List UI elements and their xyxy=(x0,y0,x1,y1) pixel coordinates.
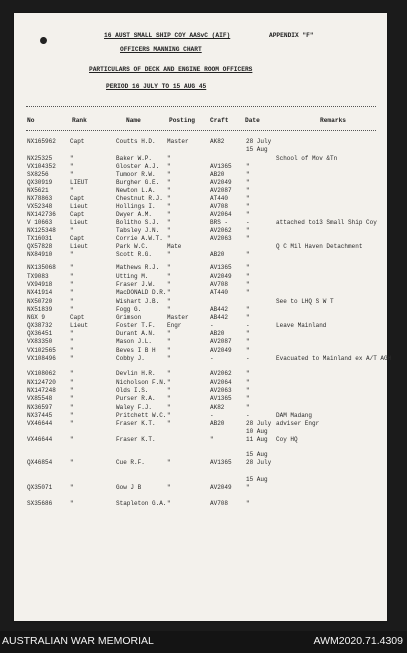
cell-no: NX50720 xyxy=(27,298,53,305)
cell-name: Stapleton G.A. xyxy=(116,500,167,507)
cell-date: 15 Aug xyxy=(246,451,268,458)
cell-date: 15 Aug xyxy=(246,146,268,153)
table-row xyxy=(14,484,387,492)
cell-craft: AB20 xyxy=(210,171,225,178)
cell-date: " xyxy=(246,500,250,507)
cell-rank: Lieut xyxy=(70,203,89,210)
cell-no: TX16031 xyxy=(27,235,53,242)
cell-name: Purser R.A. xyxy=(116,395,156,402)
cell-craft: AV2063 xyxy=(210,235,232,242)
table-row xyxy=(14,243,387,251)
cell-rank: " xyxy=(70,171,74,178)
table-row xyxy=(14,171,387,179)
cell-rank: " xyxy=(70,459,74,466)
cell-rank: Capt xyxy=(70,211,85,218)
cell-date: " xyxy=(246,171,250,178)
cell-posting: " xyxy=(167,251,171,258)
cell-craft: AV708 xyxy=(210,500,229,507)
table-row xyxy=(14,420,387,428)
cell-craft: " xyxy=(210,436,214,443)
cell-name: MacDONALD D.R. xyxy=(116,289,167,296)
cell-posting: " xyxy=(167,187,171,194)
document-subtitle: PARTICULARS OF DECK AND ENGINE ROOM OFFICERS xyxy=(89,66,253,73)
cell-name: Baker W.P. xyxy=(116,155,153,162)
cell-rank: " xyxy=(70,251,74,258)
cell-craft: AV2049 xyxy=(210,347,232,354)
cell-posting: " xyxy=(167,281,171,288)
document-title: 16 AUST SMALL SHIP COY AASvC (AIF) xyxy=(104,32,231,39)
cell-rank: " xyxy=(70,379,74,386)
table-row xyxy=(14,211,387,219)
cell-no: SX35686 xyxy=(27,500,53,507)
table-row xyxy=(14,404,387,412)
cell-craft: AK82 xyxy=(210,138,225,145)
cell-no: NX25325 xyxy=(27,155,53,162)
cell-name: Mathews R.J. xyxy=(116,264,160,271)
cell-date: " xyxy=(246,211,250,218)
cell-rank: " xyxy=(70,306,74,313)
header-rule-bottom xyxy=(26,130,376,131)
cell-rank: LIEUT xyxy=(70,179,89,186)
cell-no: NX41914 xyxy=(27,289,53,296)
footer-source: AUSTRALIAN WAR MEMORIAL xyxy=(2,635,154,647)
cell-craft: AV2049 xyxy=(210,273,232,280)
cell-craft: AK82 xyxy=(210,404,225,411)
cell-date: 28 July xyxy=(246,138,272,145)
cell-no: QX46854 xyxy=(27,459,53,466)
cell-name: Nicholson F.N. xyxy=(116,379,167,386)
cell-remarks: attached to13 Small Ship Coy xyxy=(276,219,377,226)
cell-rank: " xyxy=(70,273,74,280)
cell-name: Scott R.G. xyxy=(116,251,153,258)
table-row xyxy=(14,500,387,508)
cell-rank: " xyxy=(70,163,74,170)
cell-no: NX135068 xyxy=(27,264,56,271)
cell-posting: " xyxy=(167,171,171,178)
cell-no: VX85548 xyxy=(27,395,53,402)
cell-posting: " xyxy=(167,379,171,386)
cell-posting: " xyxy=(167,459,171,466)
cell-posting: " xyxy=(167,330,171,337)
cell-no: NX5621 xyxy=(27,187,49,194)
cell-date: " xyxy=(246,195,250,202)
cell-craft: AV708 xyxy=(210,281,229,288)
cell-rank: " xyxy=(70,338,74,345)
cell-name: Olds I.S. xyxy=(116,387,149,394)
cell-date: " xyxy=(246,314,250,321)
cell-rank: Capt xyxy=(70,314,85,321)
cell-craft: AV2087 xyxy=(210,187,232,194)
cell-posting: Engr xyxy=(167,322,182,329)
cell-no: QX57828 xyxy=(27,243,53,250)
cell-name: Fraser J.W. xyxy=(116,281,156,288)
cell-name: Gow J B xyxy=(116,484,142,491)
cell-date: 15 Aug xyxy=(246,476,268,483)
cell-craft: AV2049 xyxy=(210,179,232,186)
cell-date: " xyxy=(246,379,250,386)
cell-name: Fraser K.T. xyxy=(116,420,156,427)
cell-name: Fogg G. xyxy=(116,306,142,313)
cell-name: Wishart J.B. xyxy=(116,298,160,305)
cell-rank: Capt xyxy=(70,235,85,242)
period-label: PERIOD 16 JULY TO 15 AUG 45 xyxy=(106,83,207,90)
cell-remarks: See to LHQ S W T xyxy=(276,298,334,305)
cell-posting: " xyxy=(167,355,171,362)
cell-no: NX165962 xyxy=(27,138,56,145)
cell-posting: " xyxy=(167,273,171,280)
cell-craft: - xyxy=(210,412,214,419)
cell-remarks: Coy HQ xyxy=(276,436,298,443)
cell-date: - xyxy=(246,322,250,329)
header-rule-top xyxy=(26,106,376,107)
cell-rank: " xyxy=(70,420,74,427)
cell-posting: " xyxy=(167,219,171,226)
document-page xyxy=(14,13,392,621)
cell-rank: " xyxy=(70,500,74,507)
col-rank: Rank xyxy=(72,117,87,124)
cell-rank: " xyxy=(70,412,74,419)
cell-no: NX142736 xyxy=(27,211,56,218)
cell-date: " xyxy=(246,251,250,258)
cell-rank: " xyxy=(70,289,74,296)
cell-no: NX125348 xyxy=(27,227,56,234)
cell-rank: " xyxy=(70,187,74,194)
footer-bar xyxy=(0,631,407,653)
table-row xyxy=(14,235,387,243)
table-row xyxy=(14,428,387,436)
table-row xyxy=(14,395,387,403)
cell-no: V 10663 xyxy=(27,219,53,226)
cell-name: Chestnut R.J. xyxy=(116,195,163,202)
cell-rank: Capt xyxy=(70,138,85,145)
cell-craft: AV2064 xyxy=(210,211,232,218)
cell-date: " xyxy=(246,281,250,288)
cell-posting: " xyxy=(167,211,171,218)
cell-date: 28 July xyxy=(246,420,272,427)
cell-no: NX37445 xyxy=(27,412,53,419)
cell-no: QX36451 xyxy=(27,330,53,337)
cell-remarks: School of Mov &Tn xyxy=(276,155,338,162)
cell-remarks: adviser Engr xyxy=(276,420,320,427)
cell-name: Burgher G.E. xyxy=(116,179,160,186)
cell-posting: Master xyxy=(167,138,189,145)
cell-name: Corrie A.W.T. xyxy=(116,235,163,242)
cell-date: " xyxy=(246,395,250,402)
cell-craft: AV1365 xyxy=(210,163,232,170)
cell-rank: " xyxy=(70,155,74,162)
cell-posting: " xyxy=(167,195,171,202)
cell-no: SX8256 xyxy=(27,171,49,178)
table-row xyxy=(14,187,387,195)
cell-date: " xyxy=(246,227,250,234)
cell-craft: - xyxy=(210,322,214,329)
cell-posting: " xyxy=(167,235,171,242)
cell-posting: " xyxy=(167,338,171,345)
cell-craft: AV1365 xyxy=(210,264,232,271)
cell-name: Cobby J. xyxy=(116,355,145,362)
cell-no: NGX 9 xyxy=(27,314,46,321)
cell-posting: " xyxy=(167,179,171,186)
cell-posting: " xyxy=(167,289,171,296)
cell-posting: " xyxy=(167,395,171,402)
cell-date: " xyxy=(246,306,250,313)
col-posting: Posting xyxy=(169,117,195,124)
table-row xyxy=(14,347,387,355)
table-row xyxy=(14,476,387,484)
cell-rank: " xyxy=(70,227,74,234)
cell-date: 28 July xyxy=(246,459,272,466)
table-row xyxy=(14,195,387,203)
cell-rank: Lieut xyxy=(70,219,89,226)
cell-no: QX30919 xyxy=(27,179,53,186)
cell-craft: - xyxy=(210,355,214,362)
cell-rank: Lieut xyxy=(70,243,89,250)
cell-no: VX94918 xyxy=(27,281,53,288)
cell-craft: AV2062 xyxy=(210,370,232,377)
table-row xyxy=(14,146,387,154)
cell-rank: " xyxy=(70,264,74,271)
table-row xyxy=(14,322,387,330)
cell-remarks: DAM Madang xyxy=(276,412,313,419)
cell-rank: " xyxy=(70,347,74,354)
table-row xyxy=(14,412,387,420)
cell-name: Pritchett W.C. xyxy=(116,412,167,419)
cell-no: VX52348 xyxy=(27,203,53,210)
cell-craft: BRS - xyxy=(210,219,229,226)
cell-date: " xyxy=(246,289,250,296)
cell-rank: " xyxy=(70,281,74,288)
cell-name: Tumoor R.W. xyxy=(116,171,156,178)
table-row xyxy=(14,227,387,235)
cell-posting: Mate xyxy=(167,243,182,250)
cell-posting: " xyxy=(167,298,171,305)
punch-hole-mark xyxy=(39,36,49,46)
cell-posting: " xyxy=(167,203,171,210)
cell-posting: " xyxy=(167,412,171,419)
cell-craft: AV2049 xyxy=(210,484,232,491)
cell-rank: " xyxy=(70,330,74,337)
table-row xyxy=(14,298,387,306)
cell-posting: " xyxy=(167,370,171,377)
cell-craft: AB20 xyxy=(210,330,225,337)
table-row xyxy=(14,379,387,387)
cell-posting: " xyxy=(167,484,171,491)
cell-name: Mason J.L. xyxy=(116,338,153,345)
table-row xyxy=(14,387,387,395)
cell-rank: " xyxy=(70,404,74,411)
table-row xyxy=(14,306,387,314)
cell-remarks: Leave Mainland xyxy=(276,322,327,329)
cell-rank: " xyxy=(70,387,74,394)
cell-no: NX36597 xyxy=(27,404,53,411)
cell-no: NX147248 xyxy=(27,387,56,394)
cell-date: " xyxy=(246,203,250,210)
cell-name: Bolitho S.J. xyxy=(116,219,160,226)
cell-posting: Master xyxy=(167,314,189,321)
table-row xyxy=(14,251,387,259)
cell-craft: AT440 xyxy=(210,289,229,296)
cell-rank: " xyxy=(70,436,74,443)
cell-name: Waley F.J. xyxy=(116,404,153,411)
table-row xyxy=(14,179,387,187)
cell-name: Tabsley J.N. xyxy=(116,227,160,234)
cell-no: NX84910 xyxy=(27,251,53,258)
cell-no: VX108062 xyxy=(27,370,56,377)
cell-date: " xyxy=(246,273,250,280)
table-row xyxy=(14,219,387,227)
col-name: Name xyxy=(126,117,141,124)
cell-remarks: Evacuated to Mainland ex A/T AGH xyxy=(276,355,392,362)
cell-name: Newton L.A. xyxy=(116,187,156,194)
cell-rank: Capt xyxy=(70,195,85,202)
cell-name: Devlin H.R. xyxy=(116,370,156,377)
cell-posting: " xyxy=(167,163,171,170)
cell-craft: AV1365 xyxy=(210,459,232,466)
col-craft: Craft xyxy=(210,117,229,124)
cell-posting: " xyxy=(167,227,171,234)
cell-date: - xyxy=(246,219,250,226)
cell-craft: AV708 xyxy=(210,203,229,210)
cell-rank: Lieut xyxy=(70,322,89,329)
cell-no: VX46644 xyxy=(27,436,53,443)
cell-name: Beves I B H xyxy=(116,347,156,354)
cell-no: NX78863 xyxy=(27,195,53,202)
cell-no: VX108496 xyxy=(27,355,56,362)
cell-name: Coutts H.D. xyxy=(116,138,156,145)
cell-craft: AV2087 xyxy=(210,338,232,345)
cell-posting: " xyxy=(167,347,171,354)
cell-craft: AV2063 xyxy=(210,387,232,394)
footer-reference: AWM2020.71.4309 xyxy=(313,635,403,647)
cell-name: Fraser K.T. xyxy=(116,436,156,443)
cell-date: " xyxy=(246,264,250,271)
cell-posting: " xyxy=(167,264,171,271)
cell-rank: " xyxy=(70,298,74,305)
cell-craft: AB442 xyxy=(210,314,229,321)
cell-name: Dwyer A.M. xyxy=(116,211,153,218)
cell-rank: " xyxy=(70,370,74,377)
cell-no: VX102565 xyxy=(27,347,56,354)
cell-date: " xyxy=(246,370,250,377)
cell-date: - xyxy=(246,412,250,419)
cell-no: VX104352 xyxy=(27,163,56,170)
cell-date: " xyxy=(246,187,250,194)
cell-craft: AB442 xyxy=(210,306,229,313)
table-row xyxy=(14,264,387,272)
cell-posting: " xyxy=(167,404,171,411)
table-row xyxy=(14,289,387,297)
cell-posting: " xyxy=(167,155,171,162)
cell-rank: " xyxy=(70,355,74,362)
cell-date: 11 Aug xyxy=(246,436,268,443)
table-row xyxy=(14,138,387,146)
col-date: Date xyxy=(245,117,260,124)
cell-remarks: Q C Mil Haven Detachment xyxy=(276,243,363,250)
cell-name: Foster T.F. xyxy=(116,322,156,329)
cell-no: TX9083 xyxy=(27,273,49,280)
cell-date: " xyxy=(246,235,250,242)
col-no: No xyxy=(27,117,35,124)
cell-name: Cue R.F. xyxy=(116,459,145,466)
cell-date: " xyxy=(246,484,250,491)
table-row xyxy=(14,314,387,322)
cell-craft: AV2064 xyxy=(210,379,232,386)
cell-posting: " xyxy=(167,306,171,313)
cell-no: QX35071 xyxy=(27,484,53,491)
cell-date: " xyxy=(246,338,250,345)
cell-name: Durant A.N. xyxy=(116,330,156,337)
cell-no: QX38732 xyxy=(27,322,53,329)
table-row xyxy=(14,273,387,281)
cell-craft: AB20 xyxy=(210,251,225,258)
cell-craft: AV1365 xyxy=(210,395,232,402)
cell-craft: AV2062 xyxy=(210,227,232,234)
table-row xyxy=(14,436,387,444)
table-row xyxy=(14,330,387,338)
cell-no: NX51839 xyxy=(27,306,53,313)
cell-craft: AB20 xyxy=(210,420,225,427)
cell-craft: AT440 xyxy=(210,195,229,202)
cell-date: " xyxy=(246,347,250,354)
cell-posting: " xyxy=(167,387,171,394)
table-row xyxy=(14,281,387,289)
table-row xyxy=(14,338,387,346)
cell-no: VX83350 xyxy=(27,338,53,345)
cell-rank: " xyxy=(70,395,74,402)
cell-name: Park W.C. xyxy=(116,243,149,250)
cell-no: NX124720 xyxy=(27,379,56,386)
cell-posting: " xyxy=(167,420,171,427)
cell-date: 10 Aug xyxy=(246,428,268,435)
table-row xyxy=(14,355,392,363)
table-row xyxy=(14,203,387,211)
col-remarks: Remarks xyxy=(320,117,346,124)
cell-date: " xyxy=(246,404,250,411)
cell-name: Hollings I. xyxy=(116,203,156,210)
cell-name: Utting M. xyxy=(116,273,149,280)
cell-no: VX46644 xyxy=(27,420,53,427)
cell-date: " xyxy=(246,163,250,170)
cell-posting: " xyxy=(167,500,171,507)
table-row xyxy=(14,451,387,459)
cell-date: - xyxy=(246,355,250,362)
table-row xyxy=(14,163,387,171)
table-row xyxy=(14,155,387,163)
cell-date: " xyxy=(246,330,250,337)
cell-date: " xyxy=(246,179,250,186)
appendix-label: APPENDIX "F" xyxy=(269,32,314,39)
table-row xyxy=(14,459,387,467)
table-row xyxy=(14,370,387,378)
chart-title: OFFICERS MANNING CHART xyxy=(120,46,202,53)
cell-name: Gloster A.J. xyxy=(116,163,160,170)
cell-name: Grimson xyxy=(116,314,142,321)
cell-rank: " xyxy=(70,484,74,491)
cell-date: " xyxy=(246,387,250,394)
